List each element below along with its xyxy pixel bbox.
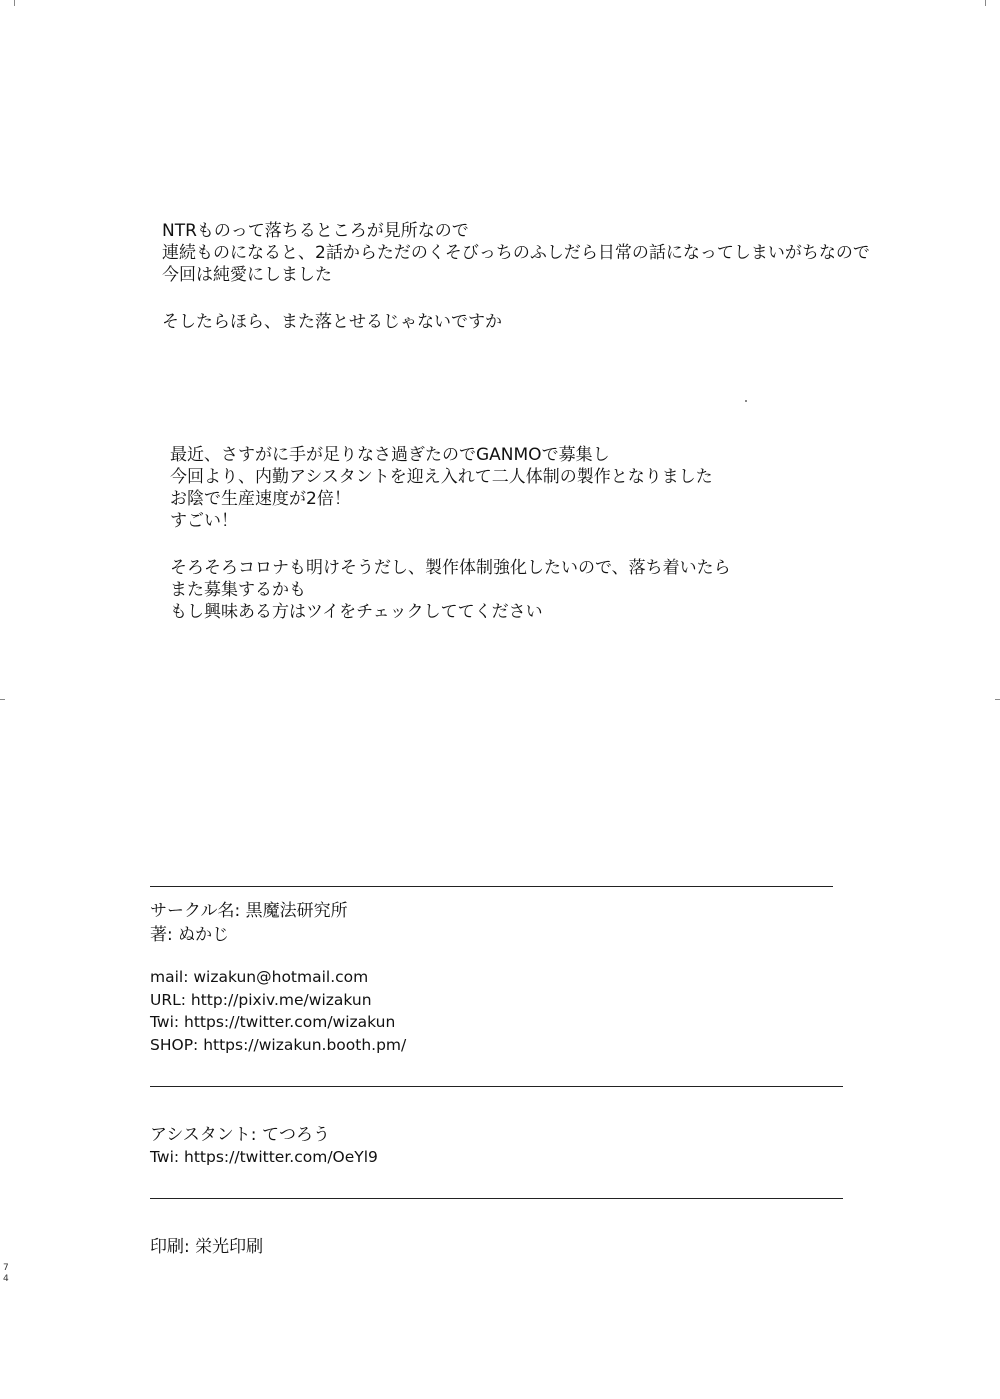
crop-mark-left-middle: [0, 699, 5, 700]
contact-url: URL: http://pixiv.me/wizakun: [150, 990, 372, 1009]
page-number: [3, 1263, 9, 1285]
text-line: 今回は純愛にしました: [162, 265, 332, 285]
circle-name: サークル名: 黒魔法研究所: [150, 901, 348, 921]
assistant-name: アシスタント: てつろう: [150, 1125, 330, 1145]
afterword-paragraph-4: [170, 557, 731, 623]
text-line: 連続ものになると、2話からただのくそびっちのふしだら日常の話になってしまいがちなので: [162, 243, 870, 263]
afterword-paragraph-2: [162, 311, 502, 333]
contact-mail: mail: wizakun@hotmail.com: [150, 968, 369, 986]
author-name: 著: ぬかじ: [150, 925, 230, 945]
circle-credits: [150, 899, 348, 947]
afterword-paragraph-1: [162, 220, 870, 286]
printer-name: 印刷: 栄光印刷: [150, 1237, 264, 1257]
text-line: 最近、さすがに手が足りなさ過ぎたのでGANMOで募集し: [170, 445, 610, 465]
assistant-name-block: [150, 1123, 330, 1147]
text-line: お陰で生産速度が2倍！: [170, 489, 351, 509]
page-number-digit: 7: [3, 1263, 9, 1273]
text-line: また募集するかも: [170, 580, 306, 600]
printer-block: [150, 1235, 263, 1259]
crop-mark-top-right: [985, 0, 986, 6]
stray-dot: [745, 400, 747, 402]
contact-twitter: Twi: https://twitter.com/wizakun: [150, 1013, 396, 1031]
separator-line: [150, 1086, 843, 1087]
assistant-twitter-block: [150, 1146, 378, 1169]
contact-list: [150, 966, 406, 1056]
contact-shop: SHOP: https://wizakun.booth.pm/: [150, 1035, 407, 1054]
text-line: もし興味ある方はツイをチェックしててください: [170, 602, 543, 622]
text-line: NTRものって落ちるところが見所なので: [162, 221, 469, 241]
separator-line: [150, 1198, 843, 1199]
text-line: そしたらほら、また落とせるじゃないですか: [162, 312, 502, 332]
afterword-paragraph-3: [170, 444, 713, 532]
text-line: すごい！: [170, 511, 238, 531]
text-line: そろそろコロナも明けそうだし、製作体制強化したいので、落ち着いたら: [170, 558, 731, 578]
page-number-digit: 4: [3, 1274, 9, 1284]
crop-mark-right-middle: [995, 699, 1000, 700]
separator-line: [150, 886, 833, 887]
assistant-twitter: Twi: https://twitter.com/OeYl9: [150, 1148, 378, 1166]
text-line: 今回より、内勤アシスタントを迎え入れて二人体制の製作となりました: [170, 467, 713, 487]
crop-mark-top-left: [14, 0, 15, 6]
